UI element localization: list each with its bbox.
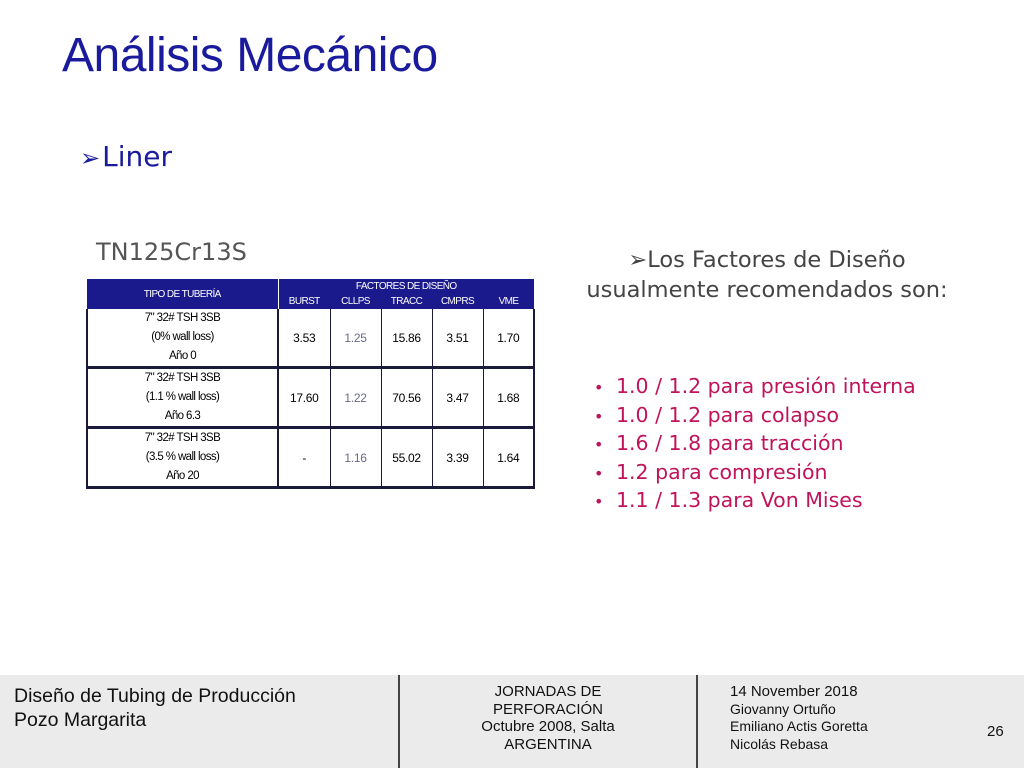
- column-header: VME: [483, 293, 534, 309]
- footer-bar: [0, 675, 1024, 768]
- collapse-value: 1.16: [330, 428, 381, 488]
- bullet-dot-icon: •: [594, 492, 604, 511]
- list-item: [594, 430, 916, 459]
- tube-type-cell: [87, 428, 278, 488]
- footer-date: 14 November 2018: [730, 683, 858, 700]
- tube-type-cell: [87, 368, 278, 428]
- collapse-value: 1.22: [330, 368, 381, 428]
- list-item-text: 1.2 para compresión: [616, 459, 828, 484]
- tube-type-line: (0% wall loss): [151, 331, 214, 343]
- burst-value: -: [278, 428, 330, 488]
- tube-type-line: Año 20: [166, 470, 199, 482]
- material-label: TN125Cr13S: [96, 238, 247, 266]
- tube-type-line: Año 6.3: [164, 410, 201, 422]
- bullet-dot-icon: •: [594, 435, 604, 454]
- collapse-value: 1.25: [330, 309, 381, 368]
- list-item-text: 1.0 / 1.2 para presión interna: [616, 374, 916, 398]
- page-number: 26: [987, 723, 1004, 740]
- tube-type-line: 7" 32# TSH 3SB: [144, 312, 221, 324]
- column-header: CMPRS: [432, 293, 483, 309]
- column-header: CLLPS: [330, 293, 381, 309]
- recommendation-heading-text: Los Factores de Diseño usualmente recomendados son:: [586, 247, 948, 303]
- compression-value: 3.39: [432, 428, 483, 488]
- slide-title: Análisis Mecánico: [62, 29, 438, 82]
- burst-value: 3.53: [278, 309, 330, 368]
- table-row: [87, 309, 534, 368]
- vme-value: 1.70: [483, 309, 534, 368]
- table-row: [87, 428, 534, 488]
- section-heading-label: Liner: [102, 140, 172, 173]
- compression-value: 3.51: [432, 309, 483, 368]
- burst-value: 17.60: [278, 368, 330, 428]
- footer-author: Nicolás Rebasa: [730, 735, 829, 752]
- footer-event-line: ARGENTINA: [504, 735, 592, 753]
- bullet-dot-icon: •: [594, 378, 604, 397]
- design-factors-table: [86, 279, 535, 489]
- traction-value: 15.86: [381, 309, 432, 368]
- vme-value: 1.68: [483, 368, 534, 428]
- arrow-bullet-icon: ➢: [628, 247, 648, 273]
- footer-project: [14, 684, 296, 732]
- recommendation-list: [594, 373, 916, 516]
- tube-type-cell: [87, 309, 278, 368]
- footer-event-line: PERFORACIÓN: [492, 700, 603, 718]
- traction-value: 55.02: [381, 428, 432, 488]
- bullet-dot-icon: •: [594, 406, 604, 426]
- compression-value: 3.47: [432, 368, 483, 428]
- footer-divider: [398, 675, 400, 768]
- header-tube-type: TIPO DE TUBERÍA: [87, 279, 278, 309]
- traction-value: 70.56: [381, 368, 432, 428]
- section-heading: [80, 140, 172, 173]
- footer-authors: [730, 683, 868, 753]
- column-header: TRACC: [381, 293, 432, 309]
- column-header: BURST: [278, 293, 330, 309]
- table-row: [87, 368, 534, 428]
- tube-type-line: Año 0: [168, 350, 197, 362]
- tube-type-line: (1.1 % wall loss): [145, 391, 220, 403]
- arrow-bullet-icon: ➢: [80, 144, 101, 172]
- tube-type-line: 7" 32# TSH 3SB: [144, 372, 221, 384]
- list-item-text: 1.1 / 1.3 para Von Mises: [616, 488, 863, 512]
- list-item: [594, 373, 916, 402]
- footer-author: Giovanny Ortuño: [730, 700, 836, 717]
- footer-event-line: Octubre 2008, Salta: [481, 718, 615, 735]
- tube-type-line: 7" 32# TSH 3SB: [144, 432, 221, 444]
- footer-project-subtitle: Pozo Margarita: [14, 709, 147, 731]
- footer-event: [448, 683, 648, 753]
- list-item-text: 1.6 / 1.8 para tracción: [616, 431, 844, 455]
- tube-type-line: (3.5 % wall loss): [145, 451, 220, 463]
- list-item: [594, 459, 916, 488]
- footer-author: Emiliano Actis Goretta: [730, 718, 868, 734]
- vme-value: 1.64: [483, 428, 534, 488]
- footer-divider: [696, 675, 698, 768]
- list-item: [594, 402, 916, 431]
- header-design-factors: FACTORES DE DISEÑO: [278, 279, 534, 293]
- recommendation-heading: [574, 245, 960, 305]
- list-item: [594, 487, 916, 516]
- list-item-text: 1.0 / 1.2 para colapso: [616, 402, 840, 427]
- footer-event-line: JORNADAS DE: [494, 683, 602, 700]
- bullet-dot-icon: •: [594, 463, 604, 483]
- footer-project-title: Diseño de Tubing de Producción: [14, 685, 296, 707]
